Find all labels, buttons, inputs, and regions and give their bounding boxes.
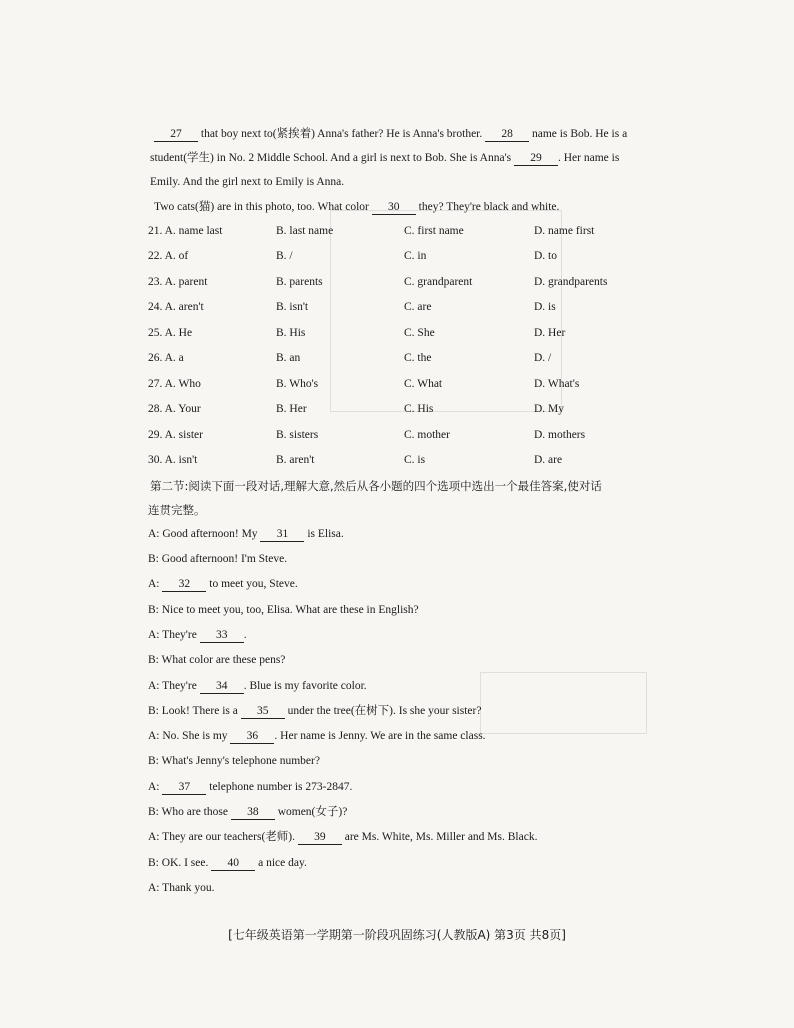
options-list [148, 219, 685, 474]
option-choice: B. parents [276, 275, 323, 288]
dialogue-text: B: Good afternoon! I'm Steve. [148, 553, 288, 566]
option-choice: C. first name [404, 224, 464, 237]
option-row [148, 321, 685, 347]
dialogue-text: . [243, 629, 247, 641]
option-choice: C. She [404, 326, 435, 339]
passage-text: they? They're black and white. [415, 200, 560, 213]
dialogue-blank: 37 [162, 780, 206, 795]
option-choice: B. isn't [276, 301, 309, 314]
dialogue-blank: 39 [298, 830, 342, 845]
option-choice: C. in [404, 250, 427, 263]
option-row [148, 219, 685, 245]
option-choice: 26. A. a [148, 352, 184, 365]
option-choice: B. sisters [276, 428, 319, 441]
dialogue-line [148, 648, 685, 673]
option-choice: 25. A. He [148, 326, 193, 339]
section-2-title-line-2: 连贯完整。 [148, 502, 206, 517]
option-choice: D. My [534, 403, 565, 416]
passage-line-2 [150, 146, 685, 170]
passage-text: Emily. And the girl next to Emily is Anna. [150, 176, 345, 189]
blank-29: 29 [514, 151, 558, 166]
dialogue-line [148, 547, 685, 572]
option-row [148, 423, 685, 449]
blank-30: 30 [372, 200, 416, 215]
option-row [148, 346, 685, 372]
dialogue-text: . Blue is my favorite color. [243, 679, 367, 692]
dialogue-text: A: They are our teachers(老师). [148, 831, 298, 844]
option-choice: D. is [534, 301, 556, 314]
dialogue-text: under the tree(在树下). Is she your sister? [284, 704, 482, 717]
dialogue-text: A: No. She is my [148, 730, 231, 743]
dialogue-blank: 31 [260, 527, 304, 542]
dialogue-blank: 35 [241, 704, 285, 719]
dialogue-text: are Ms. White, Ms. Miller and Ms. Black. [341, 831, 538, 844]
page-content [150, 122, 685, 901]
dialogue-text: a nice day. [255, 856, 307, 869]
dialogue-line [148, 598, 685, 623]
dialogue-text: B: OK. I see. [148, 856, 212, 869]
option-choice: B. last name [276, 224, 334, 237]
option-choice: D. name first [534, 224, 595, 237]
option-choice: 30. A. isn't [148, 454, 198, 467]
dialogue-text: to meet you, Steve. [206, 578, 298, 591]
option-choice: B. an [276, 352, 301, 365]
dialogue-text: B: Look! There is a [148, 704, 241, 717]
dialogue-text: B: What's Jenny's telephone number? [148, 755, 320, 768]
option-choice: B. His [276, 326, 306, 339]
blank-27: 27 [154, 127, 198, 142]
page-footer: [七年级英语第一学期第一阶段巩固练习(人教版A) 第3页 共8页] [228, 928, 566, 942]
dialogue-blank: 33 [200, 628, 244, 643]
passage-text: Two cats(猫) are in this photo, too. What color [154, 200, 372, 213]
option-choice: B. / [276, 250, 293, 263]
dialogue-line [148, 572, 685, 597]
dialogue-text: B: Nice to meet you, too, Elisa. What are these in English? [148, 603, 419, 616]
option-row [148, 372, 685, 398]
dialogue [148, 522, 685, 901]
dialogue-text: telephone number is 273-2847. [206, 780, 353, 793]
blank-28: 28 [485, 127, 529, 142]
passage-text: name is Bob. He is a [529, 128, 628, 140]
dialogue-line [148, 876, 685, 901]
option-choice: B. Her [276, 403, 307, 416]
dialogue-blank: 34 [200, 679, 244, 694]
dialogue-text: A: [148, 578, 163, 591]
passage-text: that boy next to(紧挨着) Anna's father? He is Anna's brother. [198, 128, 486, 140]
dialogue-text: is Elisa. [304, 527, 344, 540]
dialogue-text: women(女子)? [274, 806, 348, 819]
passage-text: student(学生) in No. 2 Middle School. And a girl is next to Bob. She is Anna's [150, 152, 514, 165]
dialogue-blank: 32 [162, 577, 206, 592]
option-choice: 29. A. sister [148, 428, 203, 441]
option-choice: D. are [534, 454, 563, 467]
section-2-title-line-1: 第二节:阅读下面一段对话,理解大意,然后从各小题的四个选项中选出一个最佳答案,使对话 [150, 478, 602, 493]
dialogue-text: A: [148, 780, 163, 793]
passage-line-1 [150, 122, 685, 146]
option-choice: 21. A. name last [148, 224, 223, 237]
option-choice: D. What's [534, 377, 580, 390]
option-choice: 24. A. aren't [148, 301, 204, 314]
dialogue-text: . Her name is Jenny. We are in the same class. [274, 730, 486, 743]
option-choice: C. grandparent [404, 275, 473, 288]
dialogue-text: B: Who are those [148, 806, 231, 819]
dialogue-line [148, 724, 685, 749]
dialogue-line [148, 623, 685, 648]
option-choice: D. to [534, 250, 557, 263]
option-row [148, 397, 685, 423]
option-choice: D. mothers [534, 428, 586, 441]
option-row [148, 295, 685, 321]
passage-line-3 [150, 170, 685, 194]
dialogue-line [148, 825, 685, 850]
option-choice: C. What [404, 377, 443, 390]
option-choice: B. aren't [276, 454, 315, 467]
dialogue-line [148, 522, 685, 547]
dialogue-text: A: Thank you. [148, 881, 215, 894]
option-choice: C. His [404, 403, 434, 416]
option-row [148, 448, 685, 474]
dialogue-line [148, 851, 685, 876]
option-row [148, 270, 685, 296]
option-row [148, 244, 685, 270]
option-choice: 27. A. Who [148, 377, 201, 390]
option-choice: C. is [404, 454, 426, 467]
passage-line-4 [150, 195, 685, 219]
dialogue-blank: 38 [231, 805, 275, 820]
option-choice: C. mother [404, 428, 450, 441]
dialogue-line [148, 800, 685, 825]
dialogue-text: A: They're [148, 629, 200, 641]
dialogue-line [148, 699, 685, 724]
section-2-title [150, 474, 685, 522]
option-choice: C. the [404, 352, 432, 365]
dialogue-blank: 36 [230, 729, 274, 744]
passage-text: . Her name is [558, 152, 620, 165]
option-choice: D. / [534, 352, 552, 365]
dialogue-line [148, 775, 685, 800]
option-choice: D. grandparents [534, 275, 608, 288]
option-choice: 28. A. Your [148, 403, 201, 416]
dialogue-text: A: Good afternoon! My [148, 527, 261, 540]
dialogue-text: A: They're [148, 679, 200, 692]
dialogue-blank: 40 [211, 856, 255, 871]
option-choice: D. Her [534, 326, 566, 339]
option-choice: 22. A. of [148, 250, 189, 263]
dialogue-line [148, 749, 685, 774]
option-choice: B. Who's [276, 377, 319, 390]
option-choice: C. are [404, 301, 432, 314]
dialogue-text: B: What color are these pens? [148, 654, 286, 667]
dialogue-line [148, 674, 685, 699]
option-choice: 23. A. parent [148, 275, 208, 288]
